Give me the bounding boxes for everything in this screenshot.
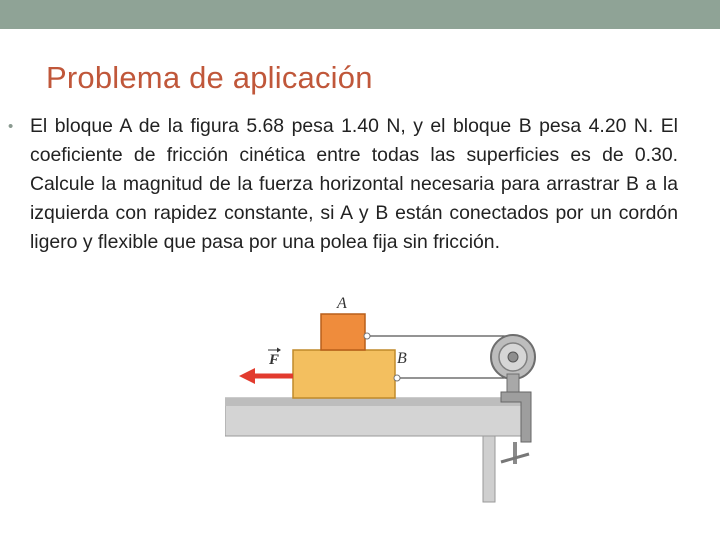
label-b: B xyxy=(397,350,407,367)
clamp-screw xyxy=(513,442,517,464)
table-edge xyxy=(225,398,530,406)
label-a: A xyxy=(337,295,347,312)
hook-a xyxy=(364,333,370,339)
top-bar xyxy=(0,0,720,29)
pulley-axle xyxy=(508,352,518,362)
force-arrow-head xyxy=(239,368,255,384)
block-b xyxy=(293,350,395,398)
block-a xyxy=(321,314,365,350)
slide-title: Problema de aplicación xyxy=(46,60,373,95)
bullet-icon: • xyxy=(8,118,14,135)
table-leg xyxy=(483,436,495,502)
problem-statement xyxy=(8,112,678,257)
physics-figure xyxy=(225,292,555,504)
hook-b xyxy=(394,375,400,381)
problem-text: El bloque A de la figura 5.68 pesa 1.40 N, y el bloque B pesa 4.20 N. El coeficiente de fricción cinética entre todas las superficies es de 0.30. Calcule la magnitud de la fuerza horizontal necesaria para arrastrar B a la izquierda con rapidez constante, si A y B están conectados por un cordón ligero y flexible que pasa por una polea fija sin fricción. xyxy=(30,115,678,253)
label-force: F xyxy=(269,352,280,368)
